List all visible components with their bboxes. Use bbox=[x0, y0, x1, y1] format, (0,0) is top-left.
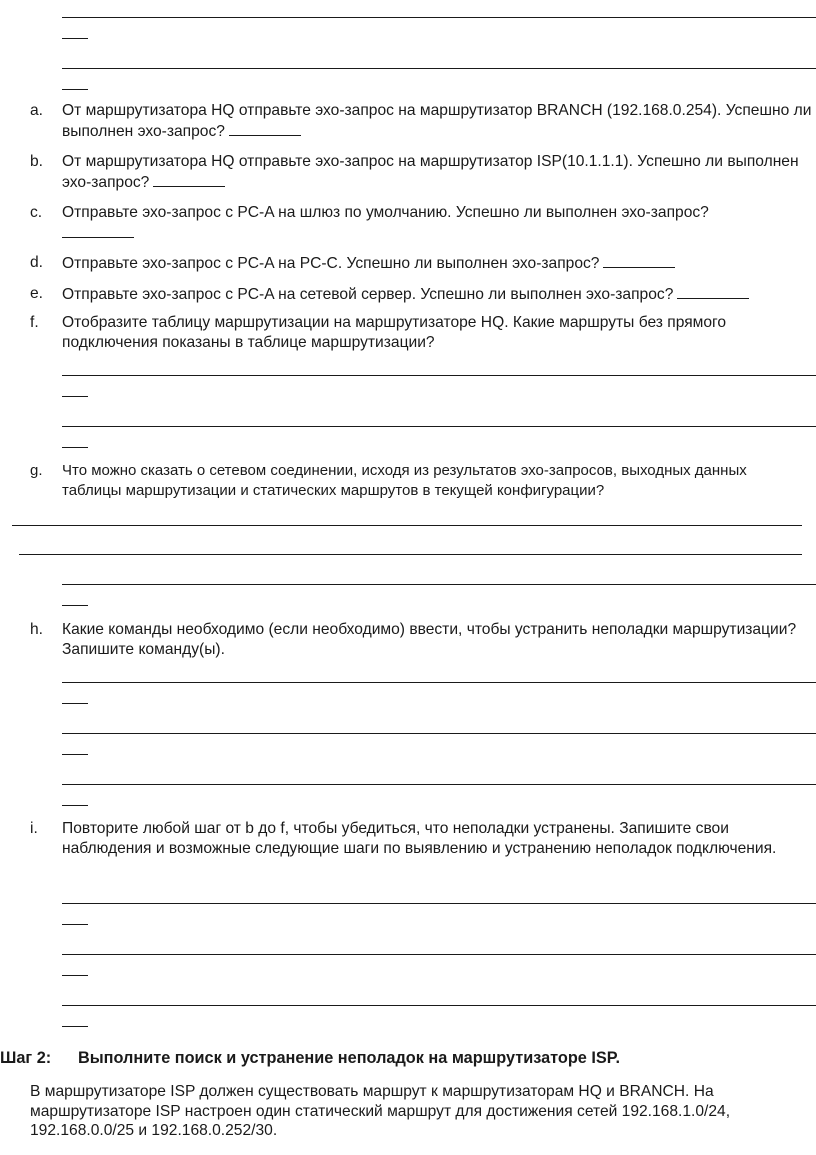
question-f bbox=[30, 313, 816, 352]
answer-line-stub bbox=[62, 605, 88, 606]
answer-blank[interactable] bbox=[677, 284, 749, 299]
answer-line[interactable] bbox=[62, 68, 816, 69]
question-letter: h. bbox=[30, 621, 44, 638]
answer-line-stub bbox=[62, 703, 88, 704]
question-letter: i. bbox=[30, 820, 38, 837]
question-d bbox=[30, 253, 816, 274]
question-letter: c. bbox=[30, 204, 43, 221]
answer-blank[interactable] bbox=[229, 121, 301, 136]
question-letter: b. bbox=[30, 153, 44, 170]
answer-line-stub bbox=[62, 447, 88, 448]
step-heading bbox=[0, 1048, 620, 1068]
question-letter: f. bbox=[30, 314, 39, 331]
question-i bbox=[30, 819, 816, 858]
answer-line-stub bbox=[62, 805, 88, 806]
question-text: Отправьте эхо-запрос с PC-A на сетевой сервер. Успешно ли выполнен эхо-запрос? bbox=[62, 286, 674, 303]
question-b bbox=[30, 152, 816, 192]
question-text: От маршрутизатора HQ отправьте эхо-запрос на маршрутизатор BRANCH (192.168.0.254). Успешно ли выполнен эхо-запрос? bbox=[62, 102, 812, 140]
answer-line-stub bbox=[62, 396, 88, 397]
question-c bbox=[30, 203, 816, 243]
question-g bbox=[30, 461, 816, 500]
question-text: Что можно сказать о сетевом соединении, исходя из результатов эхо-запросов, выходных данных таблицы маршрутизации и статических маршрутов в текущей конфигурации? bbox=[62, 462, 747, 499]
answer-line[interactable] bbox=[62, 784, 816, 785]
question-letter: g. bbox=[30, 462, 43, 479]
question-letter: a. bbox=[30, 102, 44, 119]
answer-line-stub bbox=[62, 38, 88, 39]
question-e bbox=[30, 284, 816, 305]
answer-line-stub bbox=[62, 1026, 88, 1027]
question-text: Повторите любой шаг от b до f, чтобы убедиться, что неполадки устранены. Запишите свои наблюдения и возможные следующие шаги по выявлению и устранению неполадок подключения. bbox=[62, 820, 777, 857]
answer-line[interactable] bbox=[62, 584, 816, 585]
answer-blank[interactable] bbox=[153, 172, 225, 187]
answer-line[interactable] bbox=[62, 17, 816, 18]
question-a bbox=[30, 101, 816, 141]
question-text: Какие команды необходимо (если необходимо) ввести, чтобы устранить неполадки маршрутизации? Запишите команду(ы). bbox=[62, 621, 797, 658]
answer-line[interactable] bbox=[62, 954, 816, 955]
answer-line[interactable] bbox=[12, 525, 802, 526]
question-text: Отобразите таблицу маршрутизации на маршрутизаторе HQ. Какие маршруты без прямого подключения показаны в таблице маршрутизации? bbox=[62, 314, 727, 351]
question-letter: e. bbox=[30, 285, 44, 302]
answer-line-stub bbox=[62, 924, 88, 925]
answer-line[interactable] bbox=[19, 554, 802, 555]
answer-line[interactable] bbox=[62, 426, 816, 427]
question-text: Отправьте эхо-запрос с PC-A на шлюз по умолчанию. Успешно ли выполнен эхо-запрос? bbox=[62, 204, 709, 221]
step-paragraph: В маршрутизаторе ISP должен существовать маршрут к маршрутизаторам HQ и BRANCH. На маршрутизаторе ISP настроен один статический маршрут для достижения сетей 192.168.1.0/24, 192.168.0.0/25 и 192.168.0.252/30. bbox=[30, 1083, 731, 1139]
question-text: От маршрутизатора HQ отправьте эхо-запрос на маршрутизатор ISP(10.1.1.1). Успешно ли выполнен эхо-запрос? bbox=[62, 153, 799, 191]
step-title: Выполните поиск и устранение неполадок на маршрутизаторе ISP. bbox=[78, 1049, 621, 1067]
answer-line[interactable] bbox=[62, 903, 816, 904]
answer-line[interactable] bbox=[62, 1005, 816, 1006]
question-h bbox=[30, 620, 816, 659]
answer-line[interactable] bbox=[62, 733, 816, 734]
answer-line[interactable] bbox=[62, 682, 816, 683]
step-number: Шаг 2: bbox=[0, 1049, 52, 1067]
answer-line[interactable] bbox=[62, 375, 816, 376]
answer-line-stub bbox=[62, 754, 88, 755]
question-text: Отправьте эхо-запрос с PC-A на PC-C. Успешно ли выполнен эхо-запрос? bbox=[62, 255, 600, 272]
answer-blank[interactable] bbox=[603, 253, 675, 268]
question-letter: d. bbox=[30, 254, 44, 271]
answer-line-stub bbox=[62, 975, 88, 976]
answer-blank[interactable] bbox=[62, 223, 134, 238]
answer-line-stub bbox=[62, 89, 88, 90]
